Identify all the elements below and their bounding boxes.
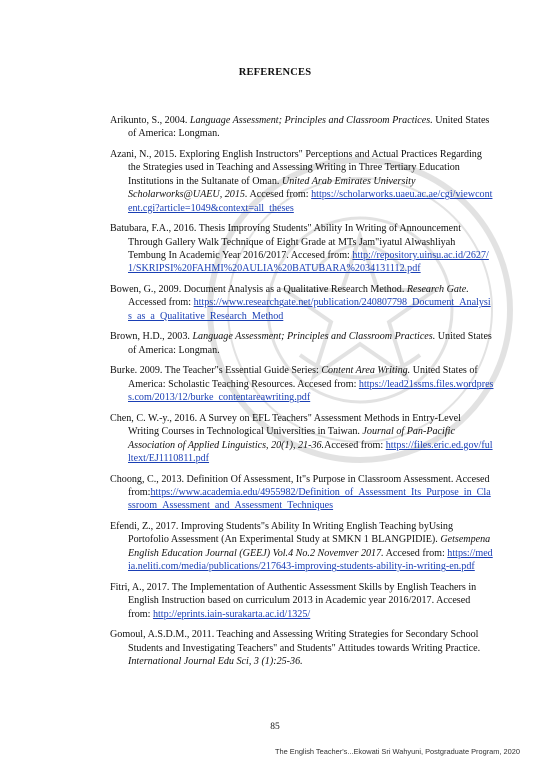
reference-text: Accesed from: (247, 189, 312, 201)
reference-text: Accesed from: (324, 439, 386, 451)
reference-link[interactable]: https://www.researchgate.net/publication/240807798_Document_Analysis_as_a_Qualitative_Research_Method (128, 297, 491, 322)
reference-text: United States of America: Longman. (128, 115, 490, 140)
reference-source-title: United Arab Emirates University Scholarworks@UAEU, 2015. (128, 175, 416, 201)
reference-text: Fitri, A., 2017. The Implementation of Authentic Assessment Skills by English Teachers in English Instruction based on curriculum 2013 in Academic year 2016/2017. Accesed from: (110, 581, 477, 620)
reference-link[interactable]: https://files.eric.ed.gov/fulltext/EJ1110811.pdf (128, 439, 493, 465)
reference-text: Accesed from: (383, 547, 448, 559)
reference-entry (110, 283, 494, 323)
reference-source-title: Content Area Writing. (321, 365, 411, 377)
reference-text: Arikunto, S., 2004. (110, 115, 190, 126)
reference-entry (110, 222, 494, 276)
reference-text: Brown, H.D., 2003. (110, 331, 193, 343)
reference-link[interactable]: https://lead21ssms.files.wordpress.com/2013/12/burke_contentareawriting.pdf (128, 378, 494, 404)
reference-entry (110, 412, 494, 466)
reference-link[interactable]: http://repository.uinsu.ac.id/2627/1/SKRIPSI%20FAHMI%20AULIA%20BATUBARA%2034131112.pdf (128, 250, 489, 275)
reference-text: Bowen, G., 2009. Document Analysis as a Qualitative Research Method. (110, 284, 407, 296)
page-number: 85 (270, 722, 280, 732)
reference-link[interactable]: http://eprints.iain-surakarta.ac.id/1325/ (152, 608, 311, 620)
reference-source-title: Language Assessment; Principles and Classroom Practices. (189, 115, 433, 126)
reference-text: Azani, N., 2015. Exploring English Instructors" Perceptions and Actual Practices Regarding the Strategies used in Teaching and Assessing Writing in Three Tertiary Education Institutions in the Sultanate of Oman. (110, 149, 482, 187)
reference-entry (110, 148, 494, 215)
reference-entry (110, 330, 494, 357)
reference-link[interactable]: https://www.academia.edu/4955982/Definition_of_Assessment_Its_Purpose_in_Classroom_Assessment_and_Assessment_Techniques (128, 487, 491, 512)
reference-link[interactable]: https://scholarworks.uaeu.ac.ae/cgi/viewcontent.cgi?article=1049&context=all_theses (128, 189, 493, 214)
reference-text: Gomoul, A.S.D.M., 2011. Teaching and Assessing Writing Strategies for Secondary School Students and Investigating Teachers" and Students" Attitudes towards Writing Practice. (110, 629, 481, 654)
footer-text: The English Teacher's...Ekowati Sri Wahyuni, Postgraduate Program, 2020 (274, 747, 520, 756)
reference-source-title: Language Assessment; Principles and Classroom Practices. (192, 331, 436, 343)
reference-link[interactable]: https://media.neliti.com/media/publications/217643-improving-students-ability-in-writing-en.pdf (128, 547, 493, 573)
reference-text: Batubara, F.A., 2016. Thesis Improving Students" Ability In Writing of Announcement Through Gallery Walk Technique of Eight Grade at MTs Jam"iyatul Alwashliyah Tembung In Academic Year 2016/2017. Accesed from: (110, 223, 462, 262)
reference-text: Accessed from: (128, 297, 194, 309)
reference-text: United States of America: Longman. (128, 331, 492, 356)
page-title: REFERENCES (238, 67, 312, 78)
reference-source-title: Research Gate. (406, 284, 469, 296)
reference-list (110, 114, 494, 676)
reference-text: Burke. 2009. The Teacher"s Essential Guide Series: (110, 365, 322, 377)
reference-text: United States of America: Scholastic Teaching Resources. Accesed from: (128, 365, 478, 390)
reference-entry (110, 628, 494, 668)
reference-entry (110, 114, 494, 141)
reference-text: Choong, C., 2013. Definition Of Assessment, It"s Purpose in Classroom Assessment. Accesed from: (110, 473, 490, 499)
reference-text: Chen, C. W.-y., 2016. A Survey on EFL Teachers" Assessment Methods in Entry-Level Writing Courses in Technological Universities in Taiwan. (110, 412, 461, 438)
reference-entry (110, 581, 494, 621)
reference-source-title: Journal of Pan-Pacific Association of Applied Linguistics, 20(1), 21-36. (128, 426, 455, 451)
reference-source-title: International Journal Edu Sci, 3 (1):25-36. (128, 656, 303, 668)
reference-entry (110, 520, 494, 574)
reference-text: Efendi, Z., 2017. Improving Students"s Ability In Writing English Teaching byUsing Portofolio Assessment (An Experimental Study at SMKN 1 BLANGPIDIE). (110, 521, 453, 546)
reference-entry (110, 473, 494, 513)
reference-entry (110, 364, 494, 404)
reference-source-title: Getsempena English Education Journal (GEEJ) Vol.4 No.2 Novemver 2017. (128, 534, 491, 559)
